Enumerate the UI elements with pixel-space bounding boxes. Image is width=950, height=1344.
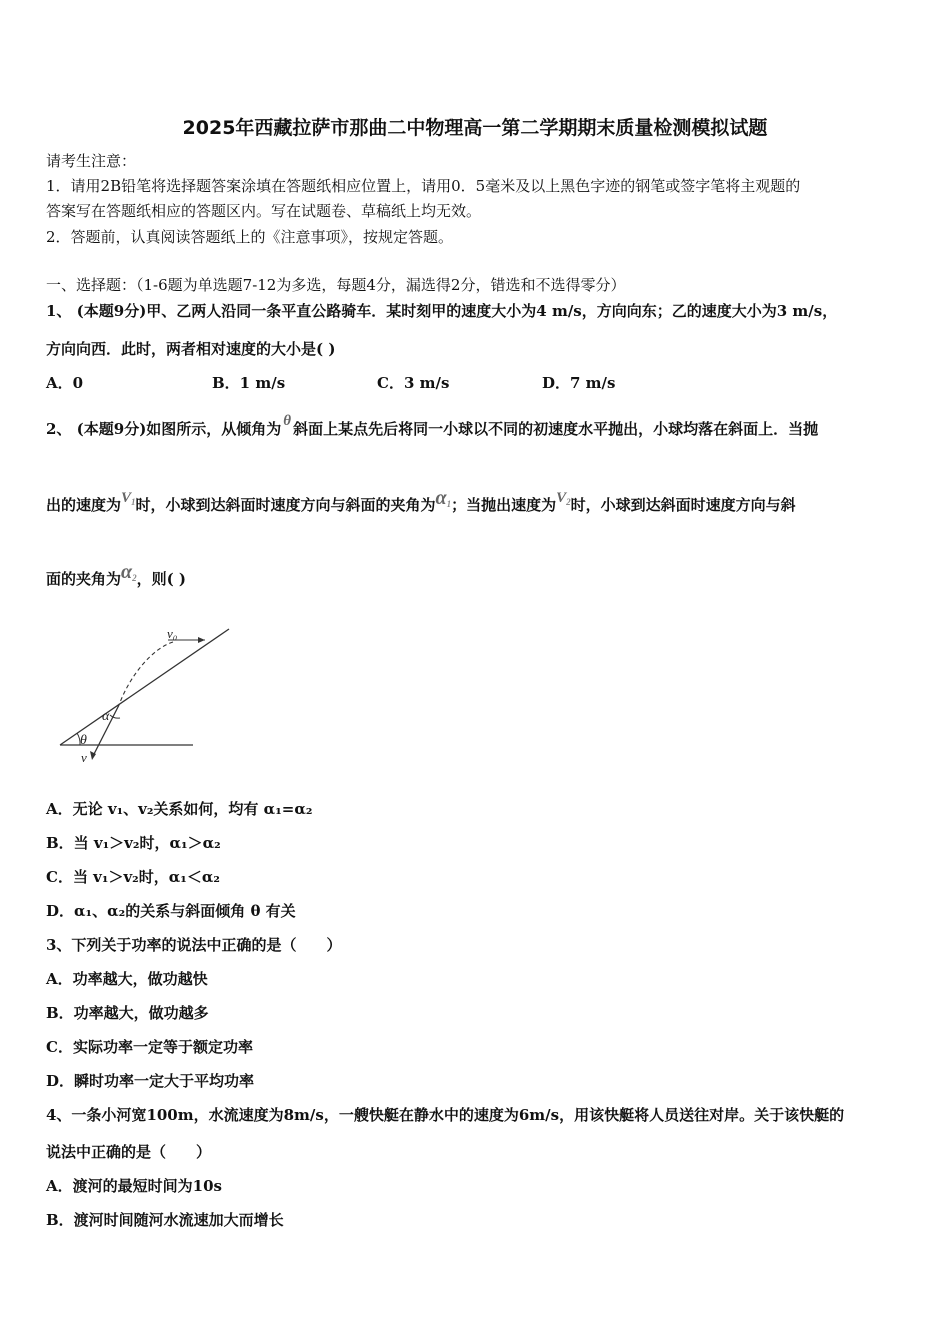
q1-stem-line-1: 1、 (本题9分)甲、乙两人沿同一条平直公路骑车．某时刻甲的速度大小为4 m/s，方向向东；乙的速度大小为3 m/s， bbox=[46, 302, 838, 320]
q1-option-d: D．7 m/s bbox=[542, 374, 616, 392]
q4-stem-line-2: 说法中正确的是（ ） bbox=[46, 1143, 212, 1161]
q2-text: 时，小球到达斜面时速度方向与斜 bbox=[570, 496, 796, 514]
q3-option-b: B．功率越大，做功越多 bbox=[46, 1004, 209, 1022]
q2-stem-line-3 bbox=[46, 561, 187, 594]
alpha-arc bbox=[110, 715, 120, 718]
page-title: 2025年西藏拉萨市那曲二中物理高一第二学期期末质量检测模拟试题 bbox=[182, 117, 768, 139]
q1-stem-line-2: 方向向西．此时，两者相对速度的大小是( ) bbox=[46, 340, 336, 358]
alpha1-symbol: $\alpha_1$ bbox=[435, 487, 452, 509]
q1-option-b: B．1 m/s bbox=[212, 374, 286, 392]
q4-option-b: B．渡河时间随河水流速加大而增长 bbox=[46, 1211, 284, 1229]
q2-text: 2、 (本题9分)如图所示，从倾角为 bbox=[46, 420, 282, 438]
q2-option-b: B．当 v₁＞v₂时，α₁＞α₂ bbox=[46, 834, 221, 852]
q3-option-d: D．瞬时功率一定大于平均功率 bbox=[46, 1072, 255, 1090]
q2-option-a: A．无论 v₁、v₂关系如何，均有 α₁=α₂ bbox=[46, 800, 313, 818]
q2-text: ，则( ) bbox=[136, 570, 187, 588]
q3-stem: 3、下列关于功率的说法中正确的是（ ） bbox=[46, 936, 342, 954]
q2-text: ；当抛出速度为 bbox=[451, 496, 557, 514]
label-v: v bbox=[81, 750, 87, 765]
notice-heading: 请考生注意： bbox=[46, 152, 137, 170]
q3-option-c: C．实际功率一定等于额定功率 bbox=[46, 1038, 253, 1056]
q1-option-a: A．0 bbox=[46, 374, 84, 392]
q4-option-a: A．渡河的最短时间为10s bbox=[46, 1177, 222, 1195]
q3-option-a: A．功率越大，做功越快 bbox=[46, 970, 208, 988]
q2-stem-line-1 bbox=[46, 413, 819, 440]
q4-stem-line-1: 4、一条小河宽100m，水流速度为8m/s，一艘快艇在静水中的速度为6m/s，用该快艇将人员送往对岸。关于该快艇的 bbox=[46, 1106, 845, 1124]
v0-arrowhead bbox=[198, 637, 205, 643]
alpha2-symbol: $\alpha_2$ bbox=[121, 561, 137, 583]
section-heading: 一、选择题：（1-6题为单选题7-12为多选，每题4分，漏选得2分，错选和不选得零分） bbox=[46, 276, 626, 294]
label-alpha: α bbox=[102, 709, 110, 724]
q2-text: 时，小球到达斜面时速度方向与斜面的夹角为 bbox=[135, 496, 436, 514]
q2-text: 面的夹角为 bbox=[46, 570, 122, 588]
q2-option-d: D．α₁、α₂的关系与斜面倾角 θ 有关 bbox=[46, 902, 296, 920]
incline-line bbox=[60, 629, 229, 745]
q2-option-c: C．当 v₁＞v₂时，α₁＜α₂ bbox=[46, 868, 220, 886]
v1-symbol: $V_1$ bbox=[121, 490, 136, 507]
v2-symbol: $V_2$ bbox=[556, 490, 571, 507]
notice-line-3: 2．答题前，认真阅读答题纸上的《注意事项》，按规定答题。 bbox=[46, 228, 454, 246]
theta-symbol: θ bbox=[283, 413, 292, 429]
q2-stem-line-2 bbox=[46, 487, 796, 520]
label-theta: θ bbox=[80, 733, 87, 748]
q2-text: 出的速度为 bbox=[46, 496, 122, 514]
label-v0: v₀ bbox=[167, 626, 178, 641]
notice-line-2: 答案写在答题纸相应的答题区内。写在试题卷、草稿纸上均无效。 bbox=[46, 202, 482, 220]
q1-option-c: C．3 m/s bbox=[377, 374, 450, 392]
q2-text: 斜面上某点先后将同一小球以不同的初速度水平抛出，小球均落在斜面上．当抛 bbox=[293, 420, 819, 438]
incline-projectile-figure bbox=[55, 620, 240, 770]
notice-line-1: 1．请用2B铅笔将选择题答案涂填在答题纸相应位置上，请用0．5毫米及以上黑色字迹的钢笔或签字笔将主观题的 bbox=[46, 177, 801, 195]
